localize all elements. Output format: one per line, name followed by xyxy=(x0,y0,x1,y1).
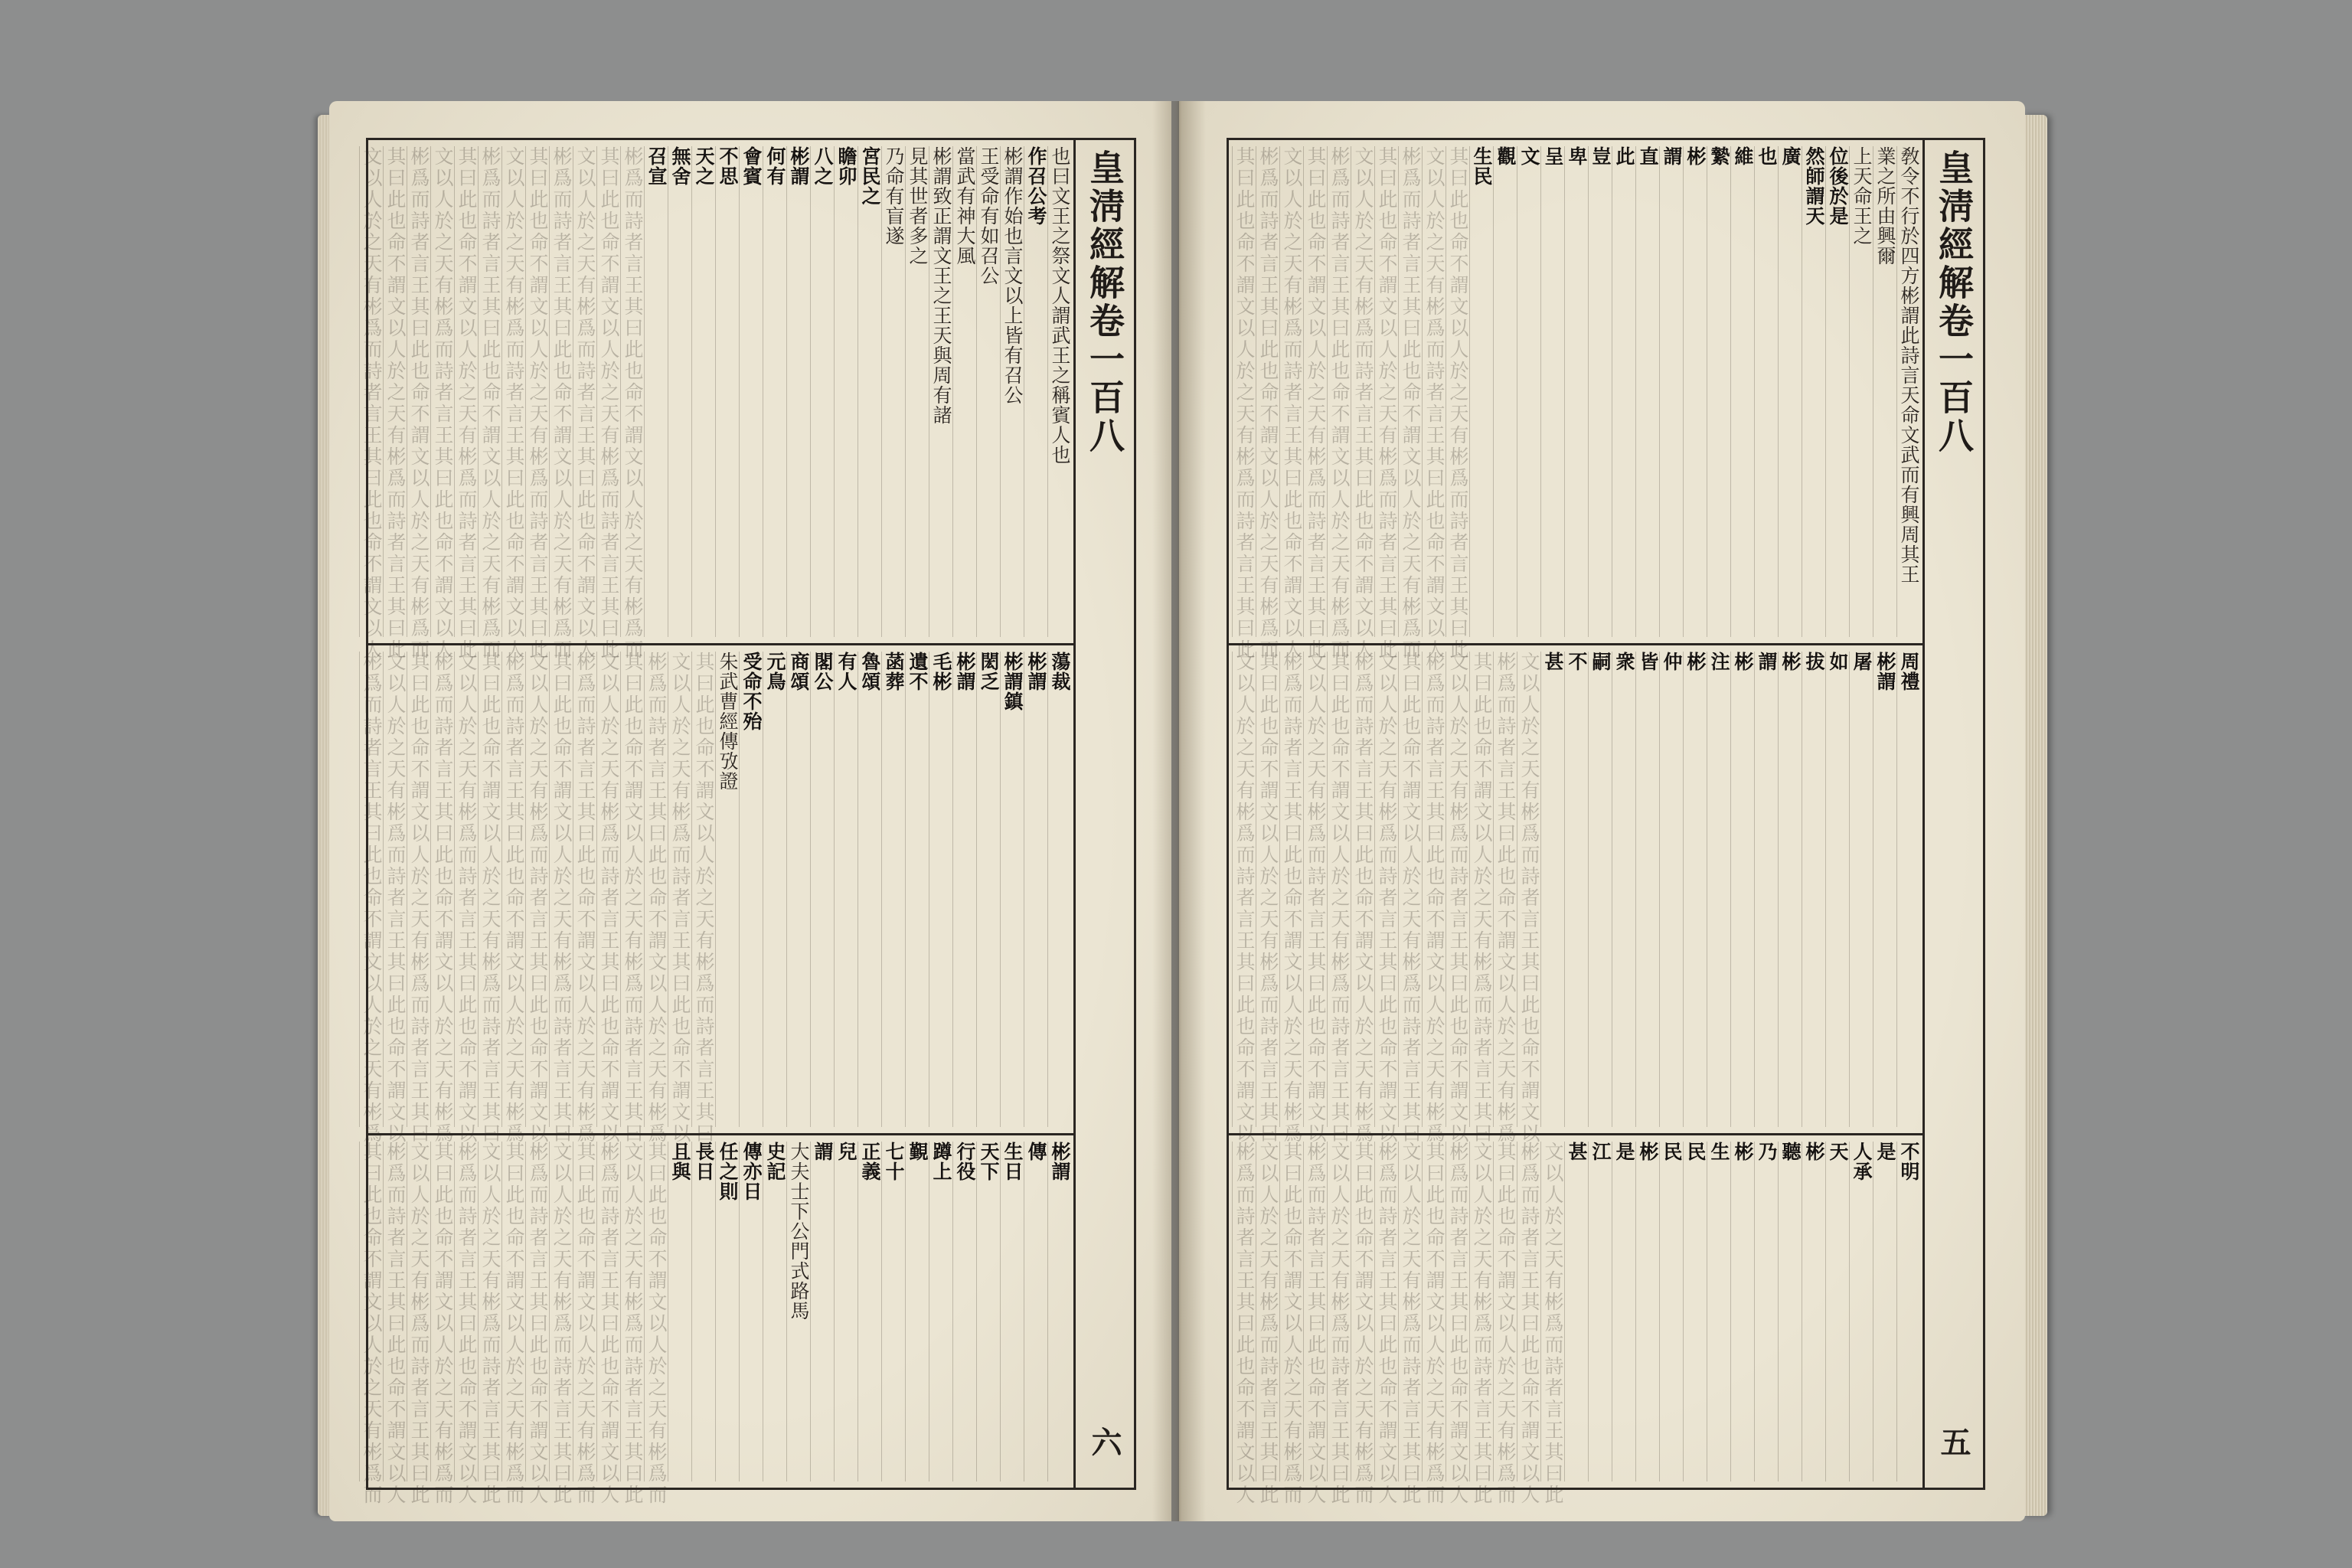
text-column-placeholder: 其曰此也命不謂文以人於之天有彬爲而詩者言王其曰 xyxy=(1471,652,1493,1145)
text-column-placeholder: 彬爲而詩者言王其曰此也命不謂文以人 xyxy=(1233,1142,1256,1506)
text-column: 不明 xyxy=(1896,1142,1920,1481)
text-column: 王受命有如召公 xyxy=(976,146,1000,637)
text-column: 會賓 xyxy=(739,146,763,637)
text-column: 菡葬 xyxy=(881,652,905,1127)
text-column: 長日 xyxy=(691,1142,715,1481)
text-column: 宮民之 xyxy=(858,146,881,637)
text-column: 傳 xyxy=(1024,1142,1047,1481)
text-column-placeholder: 彬爲而詩者言王其曰此也命不謂文以人於之天有彬爲而 xyxy=(1328,146,1351,661)
text-column-placeholder: 文以人於之天有彬爲而詩者言王其曰此也命不謂文以人 xyxy=(1281,146,1303,661)
text-column: 乃 xyxy=(1754,1142,1778,1481)
text-column-placeholder: 彬爲而詩者言王其曰此也命不謂文以人於之天有彬爲 xyxy=(1494,652,1517,1145)
text-column: 如 xyxy=(1825,652,1849,1127)
text-column-placeholder: 其曰此也命不謂文以人於之天有彬爲而詩者言王其曰 xyxy=(1328,652,1351,1145)
text-column-placeholder: 文以人於之天有彬爲而詩者言王其曰此 xyxy=(622,1142,644,1506)
text-column: 天 xyxy=(1825,1142,1849,1481)
text-column: 正義 xyxy=(858,1142,881,1481)
text-column: 廣 xyxy=(1778,146,1802,637)
text-column: 瞻卯 xyxy=(834,146,858,637)
text-column: 遺不 xyxy=(905,652,929,1127)
text-column-placeholder: 其曰此也命不謂文以人於之天有彬爲而詩者言王其曰 xyxy=(1257,652,1279,1145)
text-column: 生日 xyxy=(1000,1142,1024,1481)
text-column: 謂 xyxy=(1659,146,1683,637)
text-column-placeholder: 其曰此也命不謂文以人於之天有彬爲而 xyxy=(1352,1142,1374,1506)
text-column: 維 xyxy=(1730,146,1754,637)
text-column-placeholder: 其曰此也命不謂文以人於之天有彬爲而 xyxy=(361,1142,383,1506)
book-gutter xyxy=(1152,101,1206,1521)
text-column: 彬謂致正謂文王之王天與周有諸 xyxy=(929,146,952,637)
text-column: 江 xyxy=(1588,1142,1612,1481)
text-column-placeholder: 文以人於之天有彬爲而詩者言王其曰此也命不謂文以 xyxy=(1518,652,1540,1145)
text-column: 元鳥 xyxy=(763,652,786,1127)
text-column: 彬謂 xyxy=(786,146,810,637)
left-margin-title-text: 皇淸經解 xyxy=(1084,149,1125,302)
text-column: 不 xyxy=(1564,652,1588,1127)
text-column-placeholder: 其曰此也命不謂文以人於之天有彬爲而詩者言王其曰此 xyxy=(1376,146,1398,661)
text-column-placeholder: 彬爲而詩者言王其曰此也命不謂文以人於之天有彬爲而 xyxy=(1400,146,1422,661)
text-column: 文 xyxy=(1517,146,1540,637)
left-page-number: 六 xyxy=(1086,1426,1122,1457)
text-column: 民 xyxy=(1659,1142,1683,1481)
text-column-placeholder: 其曰此也命不謂文以人於之天有彬爲而詩者言王其曰 xyxy=(479,652,501,1145)
text-column-placeholder: 彬爲而詩者言王其曰此也命不謂文以人於之天有彬爲而 xyxy=(622,146,644,661)
text-column: 召宣 xyxy=(644,146,668,637)
text-column-placeholder: 其曰此也命不謂文以人於之天有彬爲而 xyxy=(1281,1142,1303,1506)
text-column: 位後於是 xyxy=(1825,146,1849,637)
text-column-placeholder: 彬爲而詩者言王其曰此也命不謂文以人於之天有彬爲 xyxy=(1352,652,1374,1145)
text-column-placeholder: 文以人於之天有彬爲而詩者言王其曰此也命不謂文以人 xyxy=(1423,146,1446,661)
text-column-placeholder: 文以人於之天有彬爲而詩者言王其曰此也命不謂文以人 xyxy=(361,146,383,661)
text-column: 然師謂天 xyxy=(1802,146,1825,637)
text-column: 天下 xyxy=(976,1142,1000,1481)
right-register-3 xyxy=(1229,1135,1925,1506)
text-column: 且與 xyxy=(668,1142,691,1481)
text-column-placeholder: 其曰此也命不謂文以人於之天有彬爲而 xyxy=(574,1142,596,1506)
right-margin-column xyxy=(1922,140,1983,1488)
text-column: 人承 xyxy=(1849,1142,1873,1481)
text-column: 甚 xyxy=(1540,652,1564,1127)
left-margin-title xyxy=(1082,149,1128,456)
text-column-placeholder: 文以人於之天有彬爲而詩者言王其曰此也命不謂文以 xyxy=(669,652,691,1145)
text-column: 豈 xyxy=(1588,146,1612,637)
text-column: 無舍 xyxy=(668,146,691,637)
right-margin-volume: 卷一百八 xyxy=(1933,302,1975,456)
text-column-placeholder: 其曰此也命不謂文以人於之天有彬爲而 xyxy=(645,1142,668,1506)
right-margin-title-text: 皇淸經解 xyxy=(1933,149,1975,302)
text-column: 呈 xyxy=(1540,146,1564,637)
text-column: 也 xyxy=(1754,146,1778,637)
text-column: 生民 xyxy=(1469,146,1493,637)
text-column-placeholder: 其曰此也命不謂文以人於之天有彬爲而 xyxy=(1423,1142,1446,1506)
text-column: 覲 xyxy=(905,1142,929,1481)
text-column-placeholder: 文以人於之天有彬爲而詩者言王其曰此 xyxy=(1257,1142,1279,1506)
text-column: 皆 xyxy=(1635,652,1659,1127)
text-column-placeholder: 文以人於之天有彬爲而詩者言王其曰此 xyxy=(479,1142,501,1506)
text-column: 七十 xyxy=(881,1142,905,1481)
text-column: 天之 xyxy=(691,146,715,637)
text-column-placeholder: 彬爲而詩者言王其曰此也命不謂文以人於之天有彬爲 xyxy=(574,652,596,1145)
right-page-number: 五 xyxy=(1936,1426,1971,1457)
text-column: 魯頌 xyxy=(858,652,881,1127)
text-column: 彬 xyxy=(1778,652,1802,1127)
text-column-placeholder: 文以人於之天有彬爲而詩者言王其曰此 xyxy=(550,1142,573,1506)
text-column: 兒 xyxy=(834,1142,858,1481)
text-column-placeholder: 文以人於之天有彬爲而詩者言王其曰此也命不謂文以 xyxy=(598,652,620,1145)
text-column: 周禮 xyxy=(1896,652,1920,1127)
text-column: 是 xyxy=(1612,1142,1635,1481)
text-column-placeholder: 文以人於之天有彬爲而詩者言王其曰此也命不謂文以人 xyxy=(432,146,454,661)
text-column: 謂 xyxy=(1754,652,1778,1127)
text-column: 觀 xyxy=(1493,146,1517,637)
text-column: 卑 xyxy=(1564,146,1588,637)
text-column-placeholder: 彬爲而詩者言王其曰此也命不謂文以人於之天有彬爲而 xyxy=(408,146,430,661)
left-margin-column xyxy=(1073,140,1134,1488)
text-column: 彬 xyxy=(1683,146,1707,637)
text-column: 敎令不行於四方彬謂此詩言天命文武而有興周其王 xyxy=(1896,146,1920,637)
text-column: 有人 xyxy=(834,652,858,1127)
text-column-placeholder: 文以人於之天有彬爲而詩者言王其曰此也命不謂文以 xyxy=(384,652,407,1145)
text-column: 上天命王之 xyxy=(1849,146,1873,637)
text-column: 八之 xyxy=(810,146,834,637)
text-column-placeholder: 彬爲而詩者言王其曰此也命不謂文以人於之天有彬爲而 xyxy=(479,146,501,661)
text-column: 拔 xyxy=(1802,652,1825,1127)
text-column-placeholder: 彬爲而詩者言王其曰此也命不謂文以人於之天有彬爲而 xyxy=(550,146,573,661)
text-column-placeholder: 其曰此也命不謂文以人於之天有彬爲而詩者言王其曰 xyxy=(408,652,430,1145)
text-column-placeholder: 彬爲而詩者言王其曰此也命不謂文以人於之天有彬爲 xyxy=(645,652,668,1145)
text-column-placeholder: 彬爲而詩者言王其曰此也命不謂文以人 xyxy=(598,1142,620,1506)
text-column-placeholder: 文以人於之天有彬爲而詩者言王其曰此也命不謂文以人 xyxy=(574,146,596,661)
text-column-placeholder: 文以人於之天有彬爲而詩者言王其曰此也命不謂文以 xyxy=(527,652,549,1145)
text-column-placeholder: 文以人於之天有彬爲而詩者言王其曰此 xyxy=(1471,1142,1493,1506)
text-column-placeholder: 彬爲而詩者言王其曰此也命不謂文以人於之天有彬爲 xyxy=(1281,652,1303,1145)
text-column: 此 xyxy=(1612,146,1635,637)
text-column-placeholder: 其曰此也命不謂文以人於之天有彬爲而詩者言王其曰此 xyxy=(598,146,620,661)
text-column: 傳亦日 xyxy=(739,1142,763,1481)
text-column: 彬 xyxy=(1635,1142,1659,1481)
text-column: 彬謂 xyxy=(1873,652,1896,1127)
text-column-placeholder: 其曰此也命不謂文以人於之天有彬爲而詩者言王其曰此 xyxy=(1233,146,1256,661)
text-column: 閎乏 xyxy=(976,652,1000,1127)
text-column: 是 xyxy=(1873,1142,1896,1481)
text-column: 受命不殆 xyxy=(739,652,763,1127)
text-column-placeholder: 文以人於之天有彬爲而詩者言王其曰此也命不謂文以 xyxy=(1447,652,1469,1145)
text-column: 彬謂 xyxy=(952,652,976,1127)
text-column-placeholder: 文以人於之天有彬爲而詩者言王其曰此也命不謂文以 xyxy=(1376,652,1398,1145)
text-column-placeholder: 其曰此也命不謂文以人於之天有彬爲而 xyxy=(432,1142,454,1506)
left-margin-volume: 卷一百八 xyxy=(1084,302,1125,456)
text-column: 縶 xyxy=(1707,146,1730,637)
text-column: 彬謂 xyxy=(1047,1142,1071,1481)
left-register-1 xyxy=(361,140,1076,661)
text-column-placeholder: 文以人於之天有彬爲而詩者言王其曰此也命不謂文以人 xyxy=(503,146,525,661)
text-column-placeholder: 彬爲而詩者言王其曰此也命不謂文以人 xyxy=(1376,1142,1398,1506)
right-text-frame xyxy=(1227,138,1985,1506)
text-column: 朱武曹經傳攷證 xyxy=(715,652,739,1127)
left-page xyxy=(329,101,1171,1521)
text-column-placeholder: 彬爲而詩者言王其曰此也命不謂文以人 xyxy=(456,1142,478,1506)
text-column: 仲 xyxy=(1659,652,1683,1127)
text-column-placeholder: 彬爲而詩者言王其曰此也命不謂文以人於之天有彬爲 xyxy=(361,652,383,1145)
right-page-block-edge xyxy=(2021,115,2047,1516)
text-column-placeholder: 文以人於之天有彬爲而詩者言王其曰此 xyxy=(1328,1142,1351,1506)
text-column: 彬 xyxy=(1730,652,1754,1127)
text-column: 行役 xyxy=(952,1142,976,1481)
right-register-2 xyxy=(1229,645,1925,1145)
text-column-placeholder: 其曰此也命不謂文以人於之天有彬爲而詩者言王其曰此 xyxy=(1305,146,1327,661)
right-register-1 xyxy=(1229,140,1925,661)
text-column-placeholder: 其曰此也命不謂文以人於之天有彬爲而詩者言王其曰 xyxy=(622,652,644,1145)
text-column-placeholder: 彬爲而詩者言王其曰此也命不謂文以人於之天有彬爲 xyxy=(1423,652,1446,1145)
text-column: 彬謂作始也言文以上皆有召公 xyxy=(1000,146,1024,637)
text-column-placeholder: 彬爲而詩者言王其曰此也命不謂文以人 xyxy=(384,1142,407,1506)
text-column: 乃命有盲遂 xyxy=(881,146,905,637)
right-margin-title xyxy=(1931,149,1977,456)
text-column-placeholder: 彬爲而詩者言王其曰此也命不謂文以人於之天有彬爲 xyxy=(503,652,525,1145)
text-column-placeholder: 彬爲而詩者言王其曰此也命不謂文以人 xyxy=(1447,1142,1469,1506)
text-column-placeholder: 文以人於之天有彬爲而詩者言王其曰此 xyxy=(408,1142,430,1506)
text-column: 何有 xyxy=(763,146,786,637)
text-column: 當武有神大風 xyxy=(952,146,976,637)
text-column-placeholder: 其曰此也命不謂文以人於之天有彬爲而詩者言王其曰 xyxy=(1400,652,1422,1145)
text-column: 聽 xyxy=(1778,1142,1802,1481)
text-column-placeholder: 文以人於之天有彬爲而詩者言王其曰此也命不謂文以 xyxy=(1233,652,1256,1145)
text-column: 蹲上 xyxy=(929,1142,952,1481)
text-column: 史記 xyxy=(763,1142,786,1481)
text-column-placeholder: 文以人於之天有彬爲而詩者言王其曰此 xyxy=(1542,1142,1564,1506)
text-column: 甚 xyxy=(1564,1142,1588,1481)
left-register-2 xyxy=(361,645,1076,1145)
text-column-placeholder: 文以人於之天有彬爲而詩者言王其曰此也命不謂文以人 xyxy=(1352,146,1374,661)
text-column: 大夫士下公門式路馬 xyxy=(786,1142,810,1481)
text-column: 業之所由興爾 xyxy=(1873,146,1896,637)
text-column: 屠 xyxy=(1849,652,1873,1127)
text-column-placeholder: 其曰此也命不謂文以人於之天有彬爲而 xyxy=(1494,1142,1517,1506)
text-column: 商頌 xyxy=(786,652,810,1127)
left-register-3 xyxy=(361,1135,1076,1506)
text-column-placeholder: 文以人於之天有彬爲而詩者言王其曰此也命不謂文以 xyxy=(456,652,478,1145)
text-column-placeholder: 其曰此也命不謂文以人於之天有彬爲而詩者言王其曰此 xyxy=(456,146,478,661)
text-column: 蕩裁 xyxy=(1047,652,1071,1127)
text-column-placeholder: 其曰此也命不謂文以人於之天有彬爲而詩者言王其曰 xyxy=(693,652,715,1145)
text-column-placeholder: 其曰此也命不謂文以人於之天有彬爲而詩者言王其曰 xyxy=(550,652,573,1145)
text-column-placeholder: 文以人於之天有彬爲而詩者言王其曰此 xyxy=(1400,1142,1422,1506)
right-page xyxy=(1179,101,2025,1521)
text-column: 衆 xyxy=(1612,652,1635,1127)
text-column: 任之則 xyxy=(715,1142,739,1481)
text-column: 見其世者多之 xyxy=(905,146,929,637)
text-column-placeholder: 其曰此也命不謂文以人於之天有彬爲而詩者言王其曰此 xyxy=(384,146,407,661)
text-column-placeholder: 其曰此也命不謂文以人於之天有彬爲而詩者言王其曰此 xyxy=(527,146,549,661)
text-column: 作召公考 xyxy=(1024,146,1047,637)
text-column: 嗣 xyxy=(1588,652,1612,1127)
text-column-placeholder: 文以人於之天有彬爲而詩者言王其曰此也命不謂文以 xyxy=(1305,652,1327,1145)
text-column: 謂 xyxy=(810,1142,834,1481)
text-column-placeholder: 其曰此也命不謂文以人於之天有彬爲而詩者言王其曰此 xyxy=(1447,146,1469,661)
text-column-placeholder: 彬爲而詩者言王其曰此也命不謂文以人 xyxy=(1518,1142,1540,1506)
text-column-placeholder: 彬爲而詩者言王其曰此也命不謂文以人 xyxy=(527,1142,549,1506)
text-column: 毛彬 xyxy=(929,652,952,1127)
text-column: 注 xyxy=(1707,652,1730,1127)
text-column: 彬謂鎮 xyxy=(1000,652,1024,1127)
text-column: 閣公 xyxy=(810,652,834,1127)
text-column-placeholder: 彬爲而詩者言王其曰此也命不謂文以人於之天有彬爲而 xyxy=(1257,146,1279,661)
text-column: 彬 xyxy=(1683,652,1707,1127)
text-column: 也曰文王之祭文人謂武王之稱賓人也 xyxy=(1047,146,1071,637)
text-column: 彬 xyxy=(1730,1142,1754,1481)
text-column: 不思 xyxy=(715,146,739,637)
text-column: 彬謂 xyxy=(1024,652,1047,1127)
text-column-placeholder: 彬爲而詩者言王其曰此也命不謂文以人 xyxy=(1305,1142,1327,1506)
text-column: 彬 xyxy=(1802,1142,1825,1481)
text-column: 生 xyxy=(1707,1142,1730,1481)
text-column: 民 xyxy=(1683,1142,1707,1481)
text-column-placeholder: 彬爲而詩者言王其曰此也命不謂文以人於之天有彬爲 xyxy=(432,652,454,1145)
text-column-placeholder: 其曰此也命不謂文以人於之天有彬爲而 xyxy=(503,1142,525,1506)
left-text-frame xyxy=(361,138,1136,1506)
text-column: 直 xyxy=(1635,146,1659,637)
